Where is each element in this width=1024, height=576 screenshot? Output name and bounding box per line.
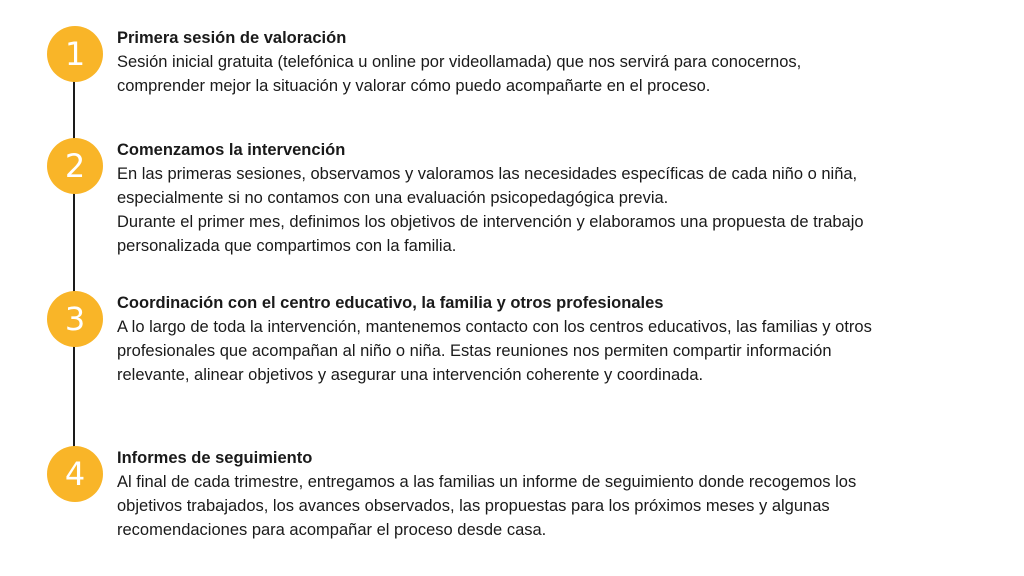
step-description-continued: Durante el primer mes, definimos los objetivos de intervención y elaboramos una propuesta de trabajo personalizada que compartimos con la familia.	[117, 213, 864, 255]
step-content	[117, 291, 877, 387]
step-number-badge: 2	[47, 138, 103, 194]
step-title: Coordinación con el centro educativo, la familia y otros profesionales	[117, 294, 664, 312]
step-description: Sesión inicial gratuita (telefónica u online por videollamada) que nos servirá para conocernos, comprender mejor la situación y valorar cómo puedo acompañarte en el proceso.	[117, 53, 802, 95]
step-title: Comenzamos la intervención	[117, 141, 346, 159]
step-title: Primera sesión de valoración	[117, 29, 347, 47]
step-number-badge: 1	[47, 26, 103, 82]
timeline-line	[73, 54, 75, 472]
step-content	[117, 446, 877, 542]
step-number-badge: 3	[47, 291, 103, 347]
step-number-badge: 4	[47, 446, 103, 502]
step-description: A lo largo de toda la intervención, mantenemos contacto con los centros educativos, las familias y otros profesionales que acompañan al niño o niña. Estas reuniones nos permiten compartir información relevante, alinear objetivos y asegurar una intervención coherente y coordinada.	[117, 318, 872, 384]
step-description: En las primeras sesiones, observamos y valoramos las necesidades específicas de cada niño o niña, especialmente si no contamos con una evaluación psicopedagógica previa.	[117, 165, 858, 207]
step-content	[117, 26, 877, 98]
step-title: Informes de seguimiento	[117, 449, 313, 467]
step-description: Al final de cada trimestre, entregamos a las familias un informe de seguimiento donde recogemos los objetivos trabajados, los avances observados, las propuestas para los próximos meses y algunas recomendaciones para acompañar el proceso desde casa.	[117, 473, 857, 539]
step-content	[117, 138, 877, 258]
